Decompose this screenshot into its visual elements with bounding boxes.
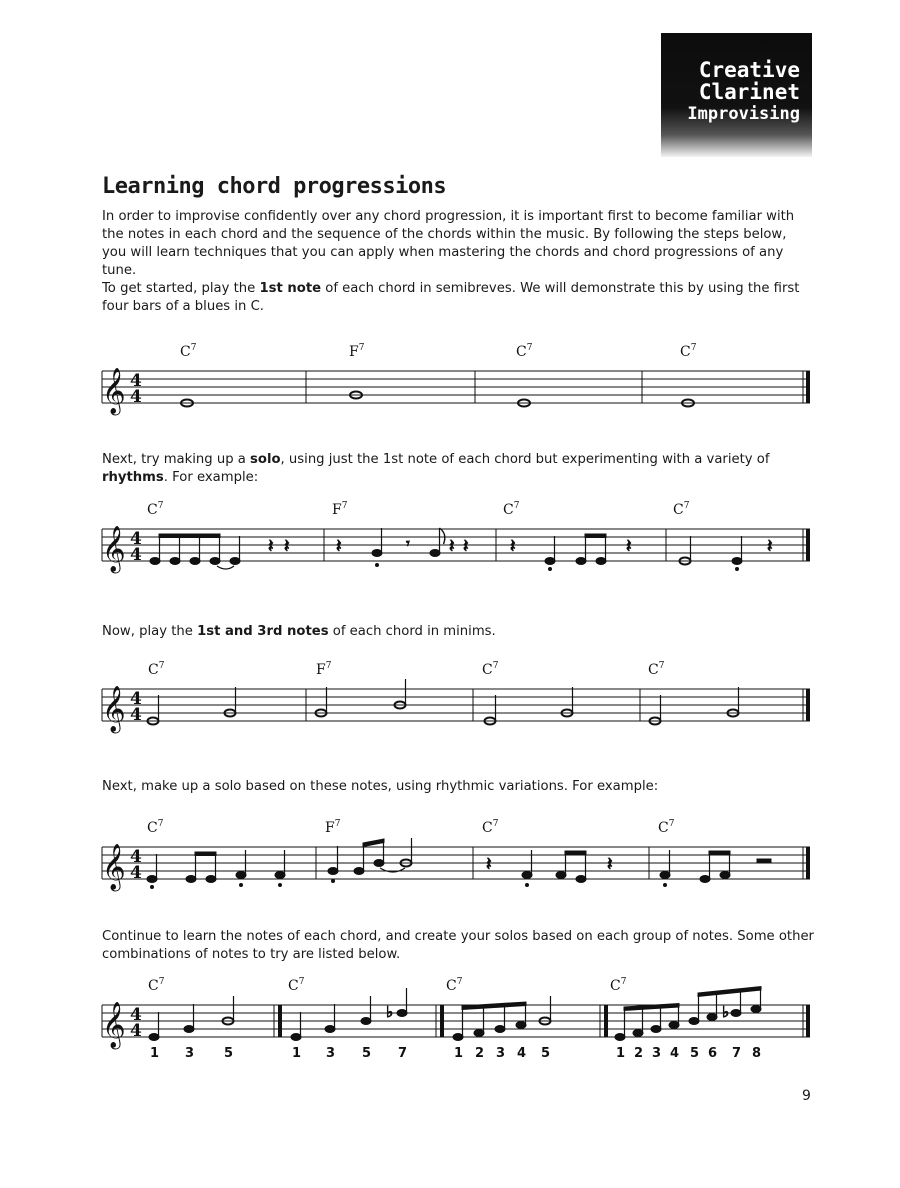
intro-paragraph: In order to improvise confidently over any chord progression, it is important first to become familiar with the notes in each chord and the sequence of the chords within the music. By following the steps below, you will learn techniques that you can apply when mastering the chords and chord progressions of any tune. xyxy=(102,209,795,278)
svg-text:7: 7 xyxy=(732,1046,742,1061)
svg-text:4: 4 xyxy=(130,371,142,391)
svg-text:5: 5 xyxy=(541,1046,551,1061)
step2-paragraph: Next, try making up a solo, using just the 1st note of each chord but experimenting with a variety of rhythms. For example: xyxy=(102,452,770,485)
chord-symbol: $C^7$ xyxy=(482,661,499,678)
staff-example-5 xyxy=(100,968,820,1078)
svg-text:5: 5 xyxy=(690,1046,700,1061)
svg-text:4: 4 xyxy=(130,1005,142,1025)
svg-text:4: 4 xyxy=(130,529,142,549)
svg-text:7: 7 xyxy=(398,1046,408,1061)
svg-text:4: 4 xyxy=(670,1046,680,1061)
chord-symbol: $C^7$ xyxy=(516,343,533,360)
chord-symbol: $C^7$ xyxy=(673,501,690,518)
svg-text:♭: ♭ xyxy=(722,1003,730,1021)
step5-paragraph: Continue to learn the notes of each chord, and create your solos based on each group of notes. Some other combinations of notes to try are listed below. xyxy=(102,929,814,962)
chord-symbol: $C^7$ xyxy=(288,977,305,994)
svg-text:4: 4 xyxy=(130,545,142,565)
series-logo xyxy=(661,33,812,157)
treble-clef-icon: 𝄞 xyxy=(102,368,126,414)
chord-symbol: $C^7$ xyxy=(446,977,463,994)
treble-clef-icon: 𝄞 xyxy=(102,686,126,732)
svg-text:𝄽: 𝄽 xyxy=(463,536,469,557)
chord-symbol: $F^7$ xyxy=(325,819,341,836)
svg-text:6: 6 xyxy=(708,1046,718,1061)
chord-symbol: $C^7$ xyxy=(148,661,165,678)
logo-line-creative: Creative xyxy=(698,58,800,82)
svg-text:5: 5 xyxy=(362,1046,372,1061)
chord-symbol: $C^7$ xyxy=(147,501,164,518)
svg-text:𝄽: 𝄽 xyxy=(268,536,274,557)
logo-line-improvising: Improvising xyxy=(687,104,800,124)
staff-example-3 xyxy=(100,652,820,762)
chord-symbol: $C^7$ xyxy=(648,661,665,678)
chord-symbol: $F^7$ xyxy=(316,661,332,678)
svg-text:𝄽: 𝄽 xyxy=(510,536,516,557)
chord-symbol: $C^7$ xyxy=(503,501,520,518)
svg-text:1: 1 xyxy=(616,1046,626,1061)
staff-example-4 xyxy=(100,810,820,920)
svg-text:1: 1 xyxy=(454,1046,464,1061)
step3-paragraph: Now, play the 1st and 3rd notes of each chord in minims. xyxy=(102,624,496,639)
chord-symbol: $C^7$ xyxy=(610,977,627,994)
logo-line-clarinet: Clarinet xyxy=(698,80,800,104)
svg-text:1: 1 xyxy=(292,1046,302,1061)
svg-text:4: 4 xyxy=(130,689,142,709)
chord-symbol: $C^7$ xyxy=(482,819,499,836)
svg-text:4: 4 xyxy=(130,1021,142,1041)
svg-text:𝄽: 𝄽 xyxy=(626,536,632,557)
page-number: 9 xyxy=(802,1088,811,1104)
treble-clef-icon: 𝄞 xyxy=(102,844,126,890)
step1-paragraph: To get started, play the 1st note of each chord in semibreves. We will demonstrate this by using the first four bars of a blues in C. xyxy=(102,281,800,314)
svg-text:♭: ♭ xyxy=(386,1003,394,1021)
svg-text:8: 8 xyxy=(752,1046,762,1061)
treble-clef-icon: 𝄞 xyxy=(102,1002,126,1048)
treble-clef-icon: 𝄞 xyxy=(102,526,126,572)
svg-text:𝄽: 𝄽 xyxy=(284,536,290,557)
svg-text:2: 2 xyxy=(634,1046,644,1061)
svg-text:𝄾: 𝄾 xyxy=(406,536,410,552)
svg-text:5: 5 xyxy=(224,1046,234,1061)
staff-example-1 xyxy=(100,334,820,444)
svg-text:3: 3 xyxy=(652,1046,662,1061)
chord-symbol: $C^7$ xyxy=(658,819,675,836)
svg-text:𝄽: 𝄽 xyxy=(449,536,455,557)
svg-text:𝄽: 𝄽 xyxy=(767,536,773,557)
svg-text:𝄽: 𝄽 xyxy=(336,536,342,557)
chord-symbol: $C^7$ xyxy=(180,343,197,360)
svg-text:4: 4 xyxy=(130,863,142,883)
chord-symbol: $C^7$ xyxy=(148,977,165,994)
svg-text:4: 4 xyxy=(130,847,142,867)
svg-text:𝄽: 𝄽 xyxy=(486,854,492,875)
chord-symbol: $F^7$ xyxy=(332,501,348,518)
svg-text:3: 3 xyxy=(496,1046,506,1061)
svg-text:𝄽: 𝄽 xyxy=(607,854,613,875)
svg-text:3: 3 xyxy=(326,1046,336,1061)
step4-paragraph: Next, make up a solo based on these notes, using rhythmic variations. For example: xyxy=(102,779,659,794)
chord-symbol: $C^7$ xyxy=(147,819,164,836)
svg-text:4: 4 xyxy=(130,705,142,725)
chord-symbol: $C^7$ xyxy=(680,343,697,360)
svg-text:2: 2 xyxy=(475,1046,485,1061)
svg-text:4: 4 xyxy=(130,387,142,407)
svg-text:3: 3 xyxy=(185,1046,195,1061)
svg-text:4: 4 xyxy=(517,1046,527,1061)
page-title: Learning chord progressions xyxy=(102,174,447,199)
svg-text:1: 1 xyxy=(150,1046,160,1061)
chord-symbol: $F^7$ xyxy=(349,343,365,360)
staff-example-2 xyxy=(100,492,820,602)
